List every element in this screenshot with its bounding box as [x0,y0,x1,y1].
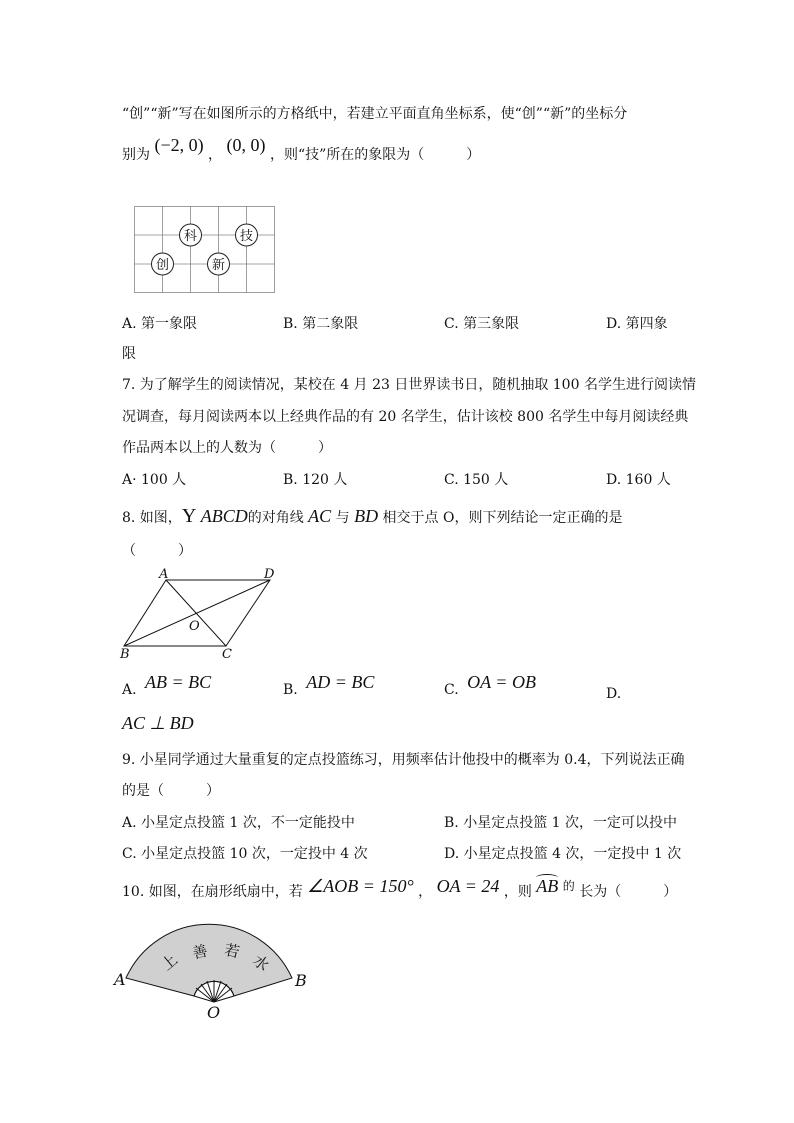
grid-char-xin: 新 [211,258,226,273]
fan-char-shui: 水 [249,951,273,975]
q6-line2-prefix: 别为 [122,147,150,163]
q8-bd: BD [354,506,379,526]
q8-paren: （ ） [122,543,192,559]
q6-option-d-wrap: 限 [122,346,136,362]
q8-option-d-math: AC ⊥ BD [122,713,194,733]
fan-char-ruo: 若 [222,940,242,962]
q8-ac: AC [308,506,332,526]
q10-comma: ， [418,884,433,900]
vertex-d-label: D [264,567,275,582]
q6-coord2: (0, 0) [226,135,266,155]
fan-char-shan: 善 [190,941,210,963]
q7-line2: 况调查，每月阅读两本以上经典作品的有 20 名学生，估计该校 800 名学生中每月阅读经典 [122,409,689,425]
q8-option-b-math: AD = BC [306,672,375,692]
q8-line1 [122,505,622,528]
q7-option-d: D. 160 人 [606,472,671,488]
q8-mid2: 与 [335,510,350,526]
grid-char-chuang: 创 [155,258,170,273]
fan-figure [112,918,322,1024]
q9-line1: 9. 小星同学通过大量重复的定点投篮练习，用频率估计他投中的概率为 0.4，下列说法正确 [122,752,685,768]
grid-char-ji: 技 [239,229,254,244]
q10-arc [536,876,558,896]
vertex-c-label: C [222,647,232,662]
fan-point-a-label: A [114,970,126,989]
q10-oa: OA = 24 [436,876,500,896]
q8-option-c [444,672,536,699]
q10-prefix: 10. 如图，在扇形纸扇中，若 [122,884,303,900]
q8-option-a-label: A. [122,682,137,698]
q8-option-c-math: OA = OB [467,672,536,692]
q10-arc-text: AB [536,876,559,896]
parallelogram-symbol: Y [181,505,197,527]
q8-option-b [283,672,375,699]
q9-option-b: B. 小星定点投篮 1 次，一定可以投中 [444,815,677,831]
q6-line1: “创”“新”写在如图所示的方格纸中，若建立平面直角坐标系，使“创”“新”的坐标分 [122,106,628,122]
q10-de: 的 [562,879,575,893]
fan-char-shang: 上 [157,950,181,974]
q9-option-c: C. 小星定点投篮 10 次，一定投中 4 次 [122,846,368,862]
q6-comma: ， [208,147,223,163]
arc-symbol [536,874,558,881]
q10-angle: ∠AOB = 150° [307,876,414,896]
q6-option-a: A. 第一象限 [122,316,198,332]
grid-lines [134,206,275,293]
grid-char-ke: 科 [183,229,198,244]
q6-option-b: B. 第二象限 [283,316,359,332]
q10-line1 [122,876,678,901]
vertex-b-label: B [120,647,130,662]
q6-option-d: D. 第四象 [606,316,668,332]
q8-suffix: 相交于点 O，则下列结论一定正确的是 [382,510,623,526]
q10-mid: ，则 [503,884,532,900]
q9-option-a: A. 小星定点投篮 1 次，不一定能投中 [122,815,355,831]
parallelogram-figure [112,566,282,662]
q9-option-d: D. 小星定点投篮 4 次，一定投中 1 次 [444,846,682,862]
q6-option-c: C. 第三象限 [444,316,520,332]
q7-line1: 7. 为了解学生的阅读情况，某校在 4 月 23 日世界读书日，随机抽取 100 名学生进行阅读情 [122,377,696,393]
q8-option-b-label: B. [283,682,298,698]
q7-line3: 作品两本以上的人数为（ ） [122,440,332,456]
q8-option-d-label: D. [606,686,622,702]
q6-line2 [122,135,481,164]
q6-line2-suffix: ，则“技”所在的象限为（ ） [269,147,481,163]
q8-option-a-math: AB = BC [145,672,212,692]
q8-option-a [122,672,212,699]
q7-option-a: A· 100 人 [122,472,187,488]
vertex-a-label: A [159,567,169,582]
grid-figure [134,206,276,294]
q7-option-b: B. 120 人 [283,472,348,488]
point-o-label: O [189,619,200,634]
q9-line2: 的是（ ） [122,783,220,799]
q8-prefix: 8. 如图， [122,510,182,526]
q7-option-c: C. 150 人 [444,472,509,488]
fan-point-b-label: B [295,971,307,990]
fan-point-o-label: O [207,1003,221,1022]
q10-suffix: 长为（ ） [579,884,678,900]
q6-coord1: (−2, 0) [154,135,204,155]
q8-option-c-label: C. [444,682,459,698]
q8-mid1: 的对角线 [247,510,304,526]
q8-abcd: ABCD [200,506,248,526]
